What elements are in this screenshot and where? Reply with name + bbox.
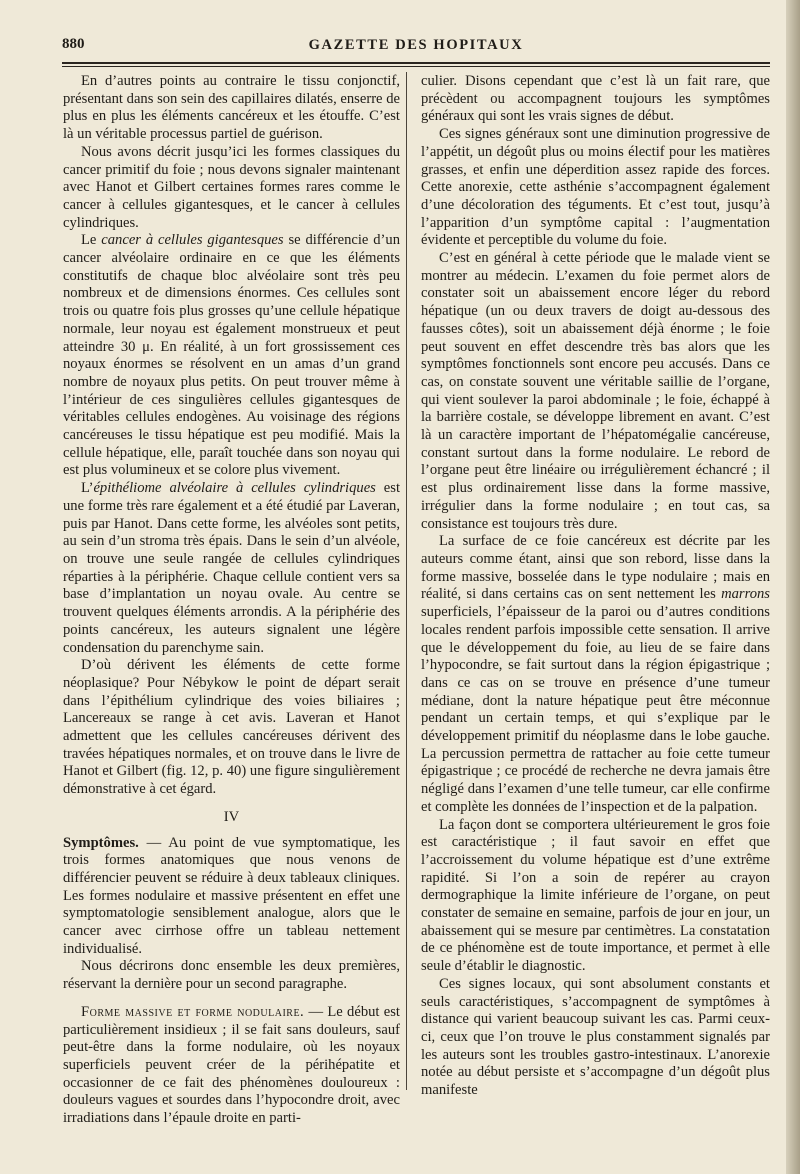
italic-term: cancer à cellules gigantesques	[101, 232, 284, 249]
text-run: Le	[81, 232, 97, 249]
paragraph: Ces signes locaux, qui sont absolument constants et seuls caractéristiques, s’accompagnent de symptômes à distance qui varient beaucoup suivant les cas. Parmi ceux-ci, ceux que l’on trouve le plus constamment signalés par les auteurs sont les troubles gastro-intestinaux. L’anorexie notée au début persiste et s’accompagne d’un dégoût plus manifeste	[421, 975, 770, 1099]
paragraph: En d’autres points au contraire le tissu conjonctif, présentant dans son sein des capillaires dilatés, enserre de plus en plus les éléments cancéreux et les étouffe. C’est là un véritable processus partiel de guérison.	[63, 73, 400, 143]
paragraph	[63, 1004, 400, 1128]
page-header	[62, 36, 770, 58]
header-rule	[62, 62, 770, 67]
text-run: superficiels, l’épaisseur de la paroi ou d’autres conditions locales rendent parfois impossible cette sensation. Il arrive que le développement du foie, au lieu de se faire dans l’hypocondre, se fait surtout dans la région épigastrique ; dans ce cas on se trouve en présence d’une tumeur médiane, dont la nature hépatique peut être méconnue pendant un certain temps, et qui s’explique par le développement primitif du néoplasme dans le lobe gauche. La percussion permettra de rattacher au foie cette tumeur épigastrique ; ce procédé de recherche ne devra jamais être négligé dans l’examen d’une telle tumeur, car elle confirme et complète les données de l’inspection et de la palpation.	[421, 604, 770, 815]
column-divider	[406, 72, 407, 1090]
paragraph	[63, 480, 400, 657]
paragraph: Nous décrirons donc ensemble les deux premières, réservant la dernière pour un second paragraphe.	[63, 958, 400, 993]
paragraph	[421, 533, 770, 816]
paragraph	[63, 835, 400, 959]
italic-term: marrons	[721, 586, 770, 603]
paragraph: C’est en général à cette période que le malade vient se montrer au médecin. L’examen du foie permet alors de constater soit un abaissement encore léger du rebord hépatique (un ou deux travers de doigt au-dessous des fausses côtes), soit un abaissement déjà énorme ; le foie peut souvent en effet descendre très bas alors que les symptômes fonctionnels sont encore peu accusés. Dans ce cas, on constate souvent une véritable saillie de l’organe, qui vient soulever la paroi abdominale ; le foie, échappé à la barrière costale, se développe librement en avant. C’est là un caractère important de l’hépatomégalie cancéreuse, constant surtout dans la forme nodulaire. Le rebord de l’organe peut être linéaire ou irrégulièrement échancré ; il est plus ordinairement lisse dans la forme massive, irrégulier dans la forme nodulaire ; en tout cas, sa consistance est toujours très dure.	[421, 250, 770, 532]
page-edge	[786, 0, 800, 1174]
run-in-heading: Symptômes.	[63, 834, 139, 851]
paragraph: culier. Disons cependant que c’est là un fait rare, que précèdent ou accompagnent toujours les symptômes généraux qui sont les vrais signes de début.	[421, 73, 770, 125]
text-run: La surface de ce foie cancéreux est décrite par les auteurs comme étant, ainsi que son rebord, lisse dans la forme massive, bosselée dans le type nodulaire ; mais en réalité, si dans certains cas on sent nettement les	[421, 533, 770, 603]
right-column	[421, 73, 770, 1100]
paragraph	[63, 232, 400, 480]
page-number: 880	[62, 36, 85, 52]
running-title: GAZETTE DES HOPITAUX	[308, 37, 524, 53]
section-number: IV	[223, 808, 240, 825]
paragraph: Nous avons décrit jusqu’ici les formes classiques du cancer primitif du foie ; nous devons signaler maintenant avec Hanot et Gilbert certaines formes rares comme le cancer à cellules gigantesques, et le cancer à cellules cylindriques.	[63, 143, 400, 231]
text-run: — Le début est particulièrement insidieux ; il se fait sans douleurs, sauf peut-être dans la forme nodulaire, où les noyaux superficiels peuvent créer de la périhépatite et occasionner de ce fait des phénomènes douloureux : douleurs vagues et sourdes dans l’hypocondre droit, avec irradiations dans l’épaule droite en parti-	[63, 1003, 400, 1127]
paragraph: D’où dérivent les éléments de cette forme néoplasique? Pour Nébykow le point de départ serait dans l’épithélium cylindrique des voies biliaires ; Lancereaux se range à cet avis. Laveran et Hanot admettent que les cellules cancéreuses dérivent des travées hépatiques normales, et on trouve dans le livre de Hanot et Gilbert (fig. 12, p. 40) une figure singulièrement démonstrative à cet égard.	[63, 657, 400, 798]
paragraph: La façon dont se comportera ultérieurement le gros foie est caractéristique ; il faut savoir en effet que l’accroissement du volume hépatique est d’une extrême rapidité. Si l’on a soin de repérer au crayon dermographique la limite inférieure de l’organe, on peut constater de semaine en semaine, parfois de jour en jour, un abaissement qui se mesure par centimètres. La constatation de ce phénomène est de toute importance, et permet à elle seule d’établir le diagnostic.	[421, 816, 770, 975]
text-run: — Au point de vue symptomatique, les trois formes anatomiques que nous venons de différencier peuvent se réduire à deux tableaux cliniques. Les formes nodulaire et massive présentent en effet une symptomatologie sensiblement analogue, alors que le cancer avec cirrhose offre un tableau nettement individualisé.	[63, 834, 400, 957]
run-in-heading: Forme massive et forme nodulaire.	[81, 1003, 305, 1020]
italic-term: épithéliome alvéolaire à cellules cylindriques	[93, 480, 376, 497]
text-run: se différencie d’un cancer alvéolaire ordinaire en ce que les éléments constitutifs de chaque bloc alvéolaire sont très peu nombreux et de dimensions énormes. Ces cellules sont trois ou quatre fois plus grosses qu’une cellule hépatique normale, leur noyau est également monstrueux et peut atteindre 30 μ. En réalité, à un fort grossissement ces noyaux énormes se résolvent en un amas d’un grand nombre de noyaux plus petits. On peut trouver même à l’intérieur de ces singulières cellules gigantesques de véritables cellules endogènes. Au voisinage des régions cancéreuses le tissu hépatique est peu modifié. Mais la cellule hépatique, elle, paraît touchée dans son noyau qui est plus volumineux et se colore plus vivement.	[63, 232, 400, 479]
left-column	[63, 73, 400, 1128]
spacer	[63, 994, 400, 1004]
text-run: est une forme très rare également et a été étudié par Laveran, puis par Hanot. Dans cette forme, les alvéoles sont petits, au sein d’un stroma très épais. Dans le sein d’un alvéole, on trouve une seule rangée de cellules cylindriques réparties à la périphérie. Chaque cellule contient vers sa base d’implantation un noyau ovale. Au centre se trouvent quelques éléments arrondis. A la périphérie des points cancéreux, les auteurs signalent une légère condensation du parenchyme sain.	[63, 480, 401, 656]
text-run: L’	[81, 480, 94, 497]
paragraph: Ces signes généraux sont une diminution progressive de l’appétit, un dégoût plus ou moins électif pour les matières grasses, et enfin une déperdition assez rapide des forces. Cette anorexie, cette asthénie s’accompagnent également d’une décoloration des téguments. Et c’est tout, jusqu’à l’apparition d’un symptôme capital : l’augmentation évidente et perceptible du volume du foie.	[421, 126, 770, 249]
